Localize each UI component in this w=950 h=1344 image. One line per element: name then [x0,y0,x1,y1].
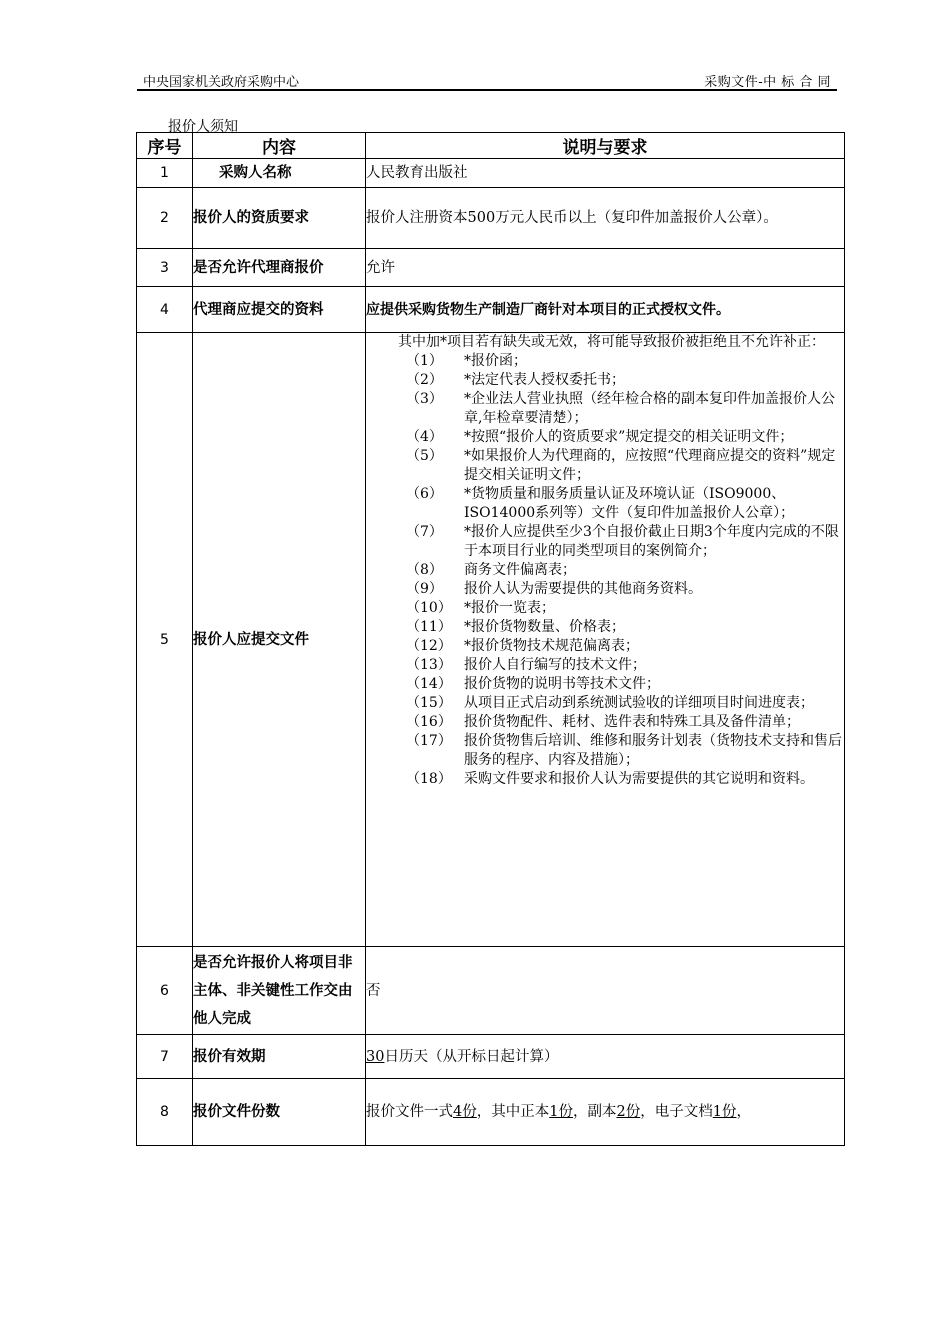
list-item-text: 报价人自行编写的技术文件； [464,657,646,673]
header-organization: 中央国家机关政府采购中心 [143,75,300,90]
list-item [366,447,844,485]
row-description [366,1035,845,1079]
list-item [366,694,844,713]
list-item-text: *报价函； [464,353,527,369]
row-number: 5 [137,333,193,947]
copies-text: ，副本 [572,1104,617,1120]
list-item [366,656,844,675]
list-item [366,561,844,580]
list-item-number: （6） [406,486,443,502]
list-item [366,371,844,390]
table-row [137,188,845,249]
list-item-number: （2） [406,372,443,388]
row-number: 7 [137,1035,193,1079]
row-item: 采购人名称 [193,159,366,188]
row-description: 报价人注册资本500万元人民币以上（复印件加盖报价人公章）。 [366,188,845,249]
list-item [366,770,844,789]
list-item-text: 商务文件偏离表； [464,562,576,578]
row-description [366,333,845,947]
copies-total: 4份 [453,1104,477,1120]
list-item [366,580,844,599]
list-item-number: （17） [406,733,452,749]
copies-text: ， [736,1104,751,1120]
list-item-text: *按照“报价人的资质要求”规定提交的相关证明文件； [464,429,794,445]
list-item-text: 报价人认为需要提供的其他商务资料。 [464,581,702,597]
list-item-text: 从项目正式启动到系统测试验收的详细项目时间进度表； [464,695,814,711]
list-item-text: 报价货物的说明书等技术文件； [464,676,660,692]
page-header [137,70,837,91]
list-item-number: （1） [406,353,443,369]
list-item [366,713,844,732]
list-item-number: （11） [406,619,452,635]
list-item-text: *货物质量和服务质量认证及环境认证（ISO9000、ISO14000系列等）文件（复印件加盖报价人公章）； [464,486,795,521]
table-caption: 报价人须知 [168,119,238,135]
list-item [366,485,844,523]
copies-text: ，电子文档 [640,1104,713,1120]
list-item-number: （9） [406,581,443,597]
list-item [366,428,844,447]
row-description: 否 [366,947,845,1035]
list-item-number: （4） [406,429,443,445]
list-item-text: *企业法人营业执照（经年检合格的副本复印件加盖报价人公章,年检章要清楚）； [464,391,835,426]
list-item-number: （18） [406,771,452,787]
list-item-number: （3） [406,391,443,407]
list-item-text: *报价货物数量、价格表； [464,619,625,635]
table-row [137,249,845,287]
list-item [366,732,844,770]
row-item: 报价人的资质要求 [193,188,366,249]
list-item-text: *法定代表人授权委托书； [464,372,625,388]
row-number: 1 [137,159,193,188]
list-item-number: （14） [406,676,452,692]
table-row [137,947,845,1035]
copies-text: ，其中正本 [476,1104,550,1120]
list-item-number: （16） [406,714,452,730]
list-item-text: 报价货物配件、耗材、选件表和特殊工具及备件清单； [464,714,800,730]
table-row [137,1035,845,1079]
row-item: 代理商应提交的资料 [193,287,366,333]
row-item: 报价人应提交文件 [193,333,366,947]
list-item-number: （8） [406,562,443,578]
list-intro: 其中加*项目若有缺失或无效，将可能导致报价被拒绝且不允许补正： [398,334,825,350]
list-item [366,352,844,371]
table-row [137,1079,845,1146]
row-description: 人民教育出版社 [366,159,845,188]
copies-electronic: 1份 [712,1104,737,1120]
copies-original: 1份 [549,1104,573,1120]
validity-text: 日历天（从开标日起计算） [384,1048,559,1065]
copies-text: 报价文件一式 [366,1104,453,1120]
list-item [366,675,844,694]
row-number: 8 [137,1079,193,1146]
row-number: 6 [137,947,193,1035]
list-item-text: *如果报价人为代理商的，应按照“代理商应提交的资料”规定提交相关证明文件； [464,448,836,483]
list-item-text: *报价货物技术规范偏离表； [464,638,639,654]
row-description: 应提供采购货物生产制造厂商针对本项目的正式授权文件。 [366,287,845,333]
list-item-text: *报价人应提供至少3个自报价截止日期3个年度内完成的不限于本项目行业的同类型项目的案例简介； [464,524,839,559]
row-item: 是否允许代理商报价 [193,249,366,287]
list-item-number: （7） [406,524,443,540]
row-number: 4 [137,287,193,333]
validity-days: 30 [366,1048,385,1065]
list-item [366,618,844,637]
header-document-type: 采购文件-中 标 合 同 [704,75,831,90]
header-requirements: 说明与要求 [366,133,845,159]
requirements-table [136,132,845,1146]
row-number: 2 [137,188,193,249]
row-item: 报价文件份数 [193,1079,366,1146]
table-row [137,159,845,188]
table-header-row [137,133,845,159]
row-item: 是否允许报价人将项目非主体、非关键性工作交由他人完成 [193,947,366,1035]
row-item: 报价有效期 [193,1035,366,1079]
list-item-text: *报价一览表； [464,600,555,616]
list-item-number: （15） [406,695,452,711]
list-item [366,390,844,428]
row-number: 3 [137,249,193,287]
row-description: 允许 [366,249,845,287]
list-item-number: （12） [406,638,452,654]
list-item-text: 采购文件要求和报价人认为需要提供的其它说明和资料。 [464,771,814,787]
list-item-text: 报价货物售后培训、维修和服务计划表（货物技术支持和售后服务的程序、内容及措施）； [464,733,842,768]
copies-duplicate: 2份 [616,1104,641,1120]
list-item [366,523,844,561]
list-item-number: （5） [406,448,443,464]
submission-file-list [366,333,844,789]
list-item-number: （13） [406,657,452,673]
row-description [366,1079,845,1146]
list-item [366,599,844,618]
list-item [366,637,844,656]
header-number: 序号 [137,133,193,159]
header-content: 内容 [193,133,366,159]
table-row [137,287,845,333]
table-row [137,333,845,947]
list-item-number: （10） [406,600,452,616]
